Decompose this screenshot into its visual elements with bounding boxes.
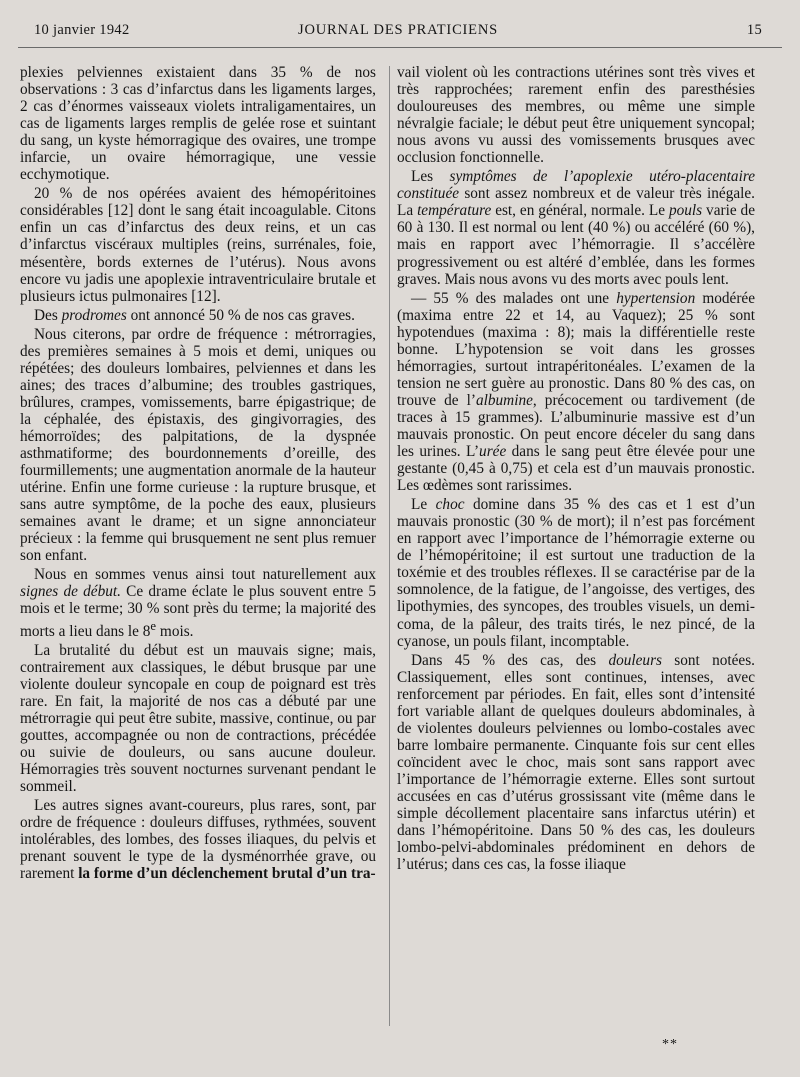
bold-text: la forme d’un déclenchement brutal d’un tra- xyxy=(78,865,376,883)
paragraph: Dans 45 % des cas, des douleurs sont notées. Classiquement, elles sont continues, intenses, avec renforcement par périodes. En fait, elles sont d’intensité fort variable allant de quelques douleurs abdominales, à de violentes douleurs pelviennes ou lombo-costales avec barre lombaire permanente. Cinquante fois sur cent elles coïncident avec le choc, mais sont sans rapport avec l’importance de l’hémorragie externe. Elles sont surtout accusées en cas d’utérus grossissant vite (même dans le simple décollement placentaire sans infarctus utérin) et dans l’hémopéritoine. Dans 50 % des cas, les douleurs lombo-pelvi-abdominales prédominent en dehors de l’utérus; dans ces cas, la fosse iliaque xyxy=(397,651,755,874)
emphasis: symptômes de l’apoplexie utéro-placentaire constituée xyxy=(397,168,755,203)
emphasis: urée xyxy=(479,443,507,461)
header-rule xyxy=(18,47,782,48)
paragraph: Le choc domine dans 35 % des cas et 1 est d’un mauvais pronostic (30 % de mort); il n’est pas forcément en rapport avec l’importance de l’hémorragie externe ou de l’hémopéritoine; il est surtout une traduction de la toxémie et des troubles réflexes. Il se caractérise par de la somnolence, de la fatigue, de l’angoisse, des vertiges, des lipothymies, des syncopes, des troubles visuels, un demi-coma, de la pâleur, des traits tirés, le nez pincé, de la cyanose, un pouls filant, incomptable. xyxy=(397,496,755,650)
superscript: e xyxy=(150,618,157,633)
paragraph: vail violent où les contractions utérines sont très vives et très rapprochées; rarement enfin des paresthésies douloureuses des membres, ou même une simple névralgie faciale; le début peut être uniquement syncopal; nous avons vu aussi des vomissements brusques avec occlusion fonctionnelle. xyxy=(397,64,755,167)
emphasis: pouls xyxy=(668,202,703,220)
emphasis: prodromes xyxy=(61,306,127,324)
paragraph: Nous citerons, par ordre de fréquence : métrorragies, des premières semaines à 5 mois et demi, uniques ou répétées; des douleurs lombaires, pelviennes et dans les aines; des traces d’albumine; des troubles gastriques, brûlures, crampes, vomissements, barre épigastrique; de la céphalée, des épistaxis, des gingivorragies, des hémorroïdes; des palpitations, de la dyspnée asthmatiforme; des bourdonnements d’oreille, des fourmillements; une augmentation anormale de la hauteur utérine. Enfin une forme curieuse : la rupture brusque, et sans autre symptôme, de la poche des eaux, plusieurs semaines avant le drame; et un signe annonciateur précieux : la femme qui brusquement ne sent plus remuer son enfant. xyxy=(20,325,376,565)
paragraph: Des prodromes ont annoncé 50 % de nos cas graves. xyxy=(34,306,355,324)
column-divider xyxy=(389,66,390,1026)
emphasis: température xyxy=(417,202,492,220)
issue-date: 10 janvier 1942 xyxy=(34,22,130,38)
right-column xyxy=(397,64,755,873)
footer-ornament: ** xyxy=(662,1037,678,1052)
paragraph: Nous en sommes venus ainsi tout naturellement aux signes de début. Ce drame éclate le plus souvent entre 5 mois et le terme; 30 % sont près du terme; la majorité des morts a lieu dans le 8e mois. xyxy=(20,566,376,640)
paragraph: plexies pelviennes existaient dans 35 % de nos observations : 3 cas d’infarctus dans les ligaments larges, 2 cas d’énormes vaisseaux violets intraligamentaires, un cas de ligaments larges remplis de gelée rose et suintant du sang, un kyste hémorragique des ovaires, une trompe infarcie, un ovaire hémorragique, une vessie ecchymotique. xyxy=(20,64,376,184)
left-column xyxy=(20,64,376,882)
emphasis: choc xyxy=(435,496,465,514)
emphasis: hypertension xyxy=(616,289,696,307)
paragraph: Les autres signes avant-coureurs, plus rares, sont, par ordre de fréquence : douleurs diffuses, rythmées, souvent intolérables, des lombes, des fosses iliaques, du pelvis et prenant souvent le type de la dysménorrhée grave, ou rarement la forme d’un déclenchement brutal d’un tra- xyxy=(20,797,376,883)
running-header xyxy=(34,22,762,44)
emphasis: douleurs xyxy=(608,651,662,669)
paragraph: 20 % de nos opérées avaient des hémopéritoines considérables [12] dont le sang était incoagulable. Citons enfin un cas d’infarctus des deux reins, et un cas d’infarctus viscéraux multiples (reins, surrénales, foie, mésentère, bords externes de l’utérus). Nous avons encore vu jadis une apoplexie intraventriculaire brutale et plusieurs ictus pulmonaires [12]. xyxy=(20,185,376,305)
paragraph: — 55 % des malades ont une hypertension modérée (maxima entre 22 et 14, au Vaquez); 25 % sont hypotendues (maxima : 8); mais la différentielle reste bonne. L’hypotension se voit dans les grosses hémorragies, surtout intrapéritonéales. L’examen de la tension ne sert guère au pronostic. Dans 80 % des cas, on trouve de l’albumine, précocement ou tardivement (de traces à 15 grammes). L’albuminurie massive est d’un mauvais pronostic. On peut encore déceler du sang dans les urines. L’urée dans le sang peut être élevée pour une gestante (0,45 à 0,75) et cela est d’un mauvais pronostic. Les œdèmes sont rarissimes. xyxy=(397,289,755,495)
page-number: 15 xyxy=(746,22,762,38)
emphasis: albumine xyxy=(475,391,533,409)
journal-title: JOURNAL DES PRATICIENS xyxy=(298,22,498,38)
emphasis: signes de début. xyxy=(20,583,121,601)
paragraph: Les symptômes de l’apoplexie utéro-placentaire constituée sont assez nombreux et de valeur très inégale. La température est, en général, normale. Le pouls varie de 60 à 130. Il est normal ou lent (40 %) ou accéléré (60 %), mais en rapport avec l’hémorragie. Il s’accélère progressivement ou est altéré d’emblée, dans les formes graves. Mais nous avons vu des morts avec pouls lent. xyxy=(397,168,755,288)
paragraph: La brutalité du début est un mauvais signe; mais, contrairement aux classiques, le début brusque par une violente douleur syncopale en coup de poignard est très rare. En fait, la majorité de nos cas a débuté par une métrorragie qui peut être subite, massive, continue, ou par gouttes, accompagnée ou non de contractions, précédée ou suivie de douleurs, ou sans aucune douleur. Hémorragies très souvent nocturnes survenant pendant le sommeil. xyxy=(20,641,376,796)
